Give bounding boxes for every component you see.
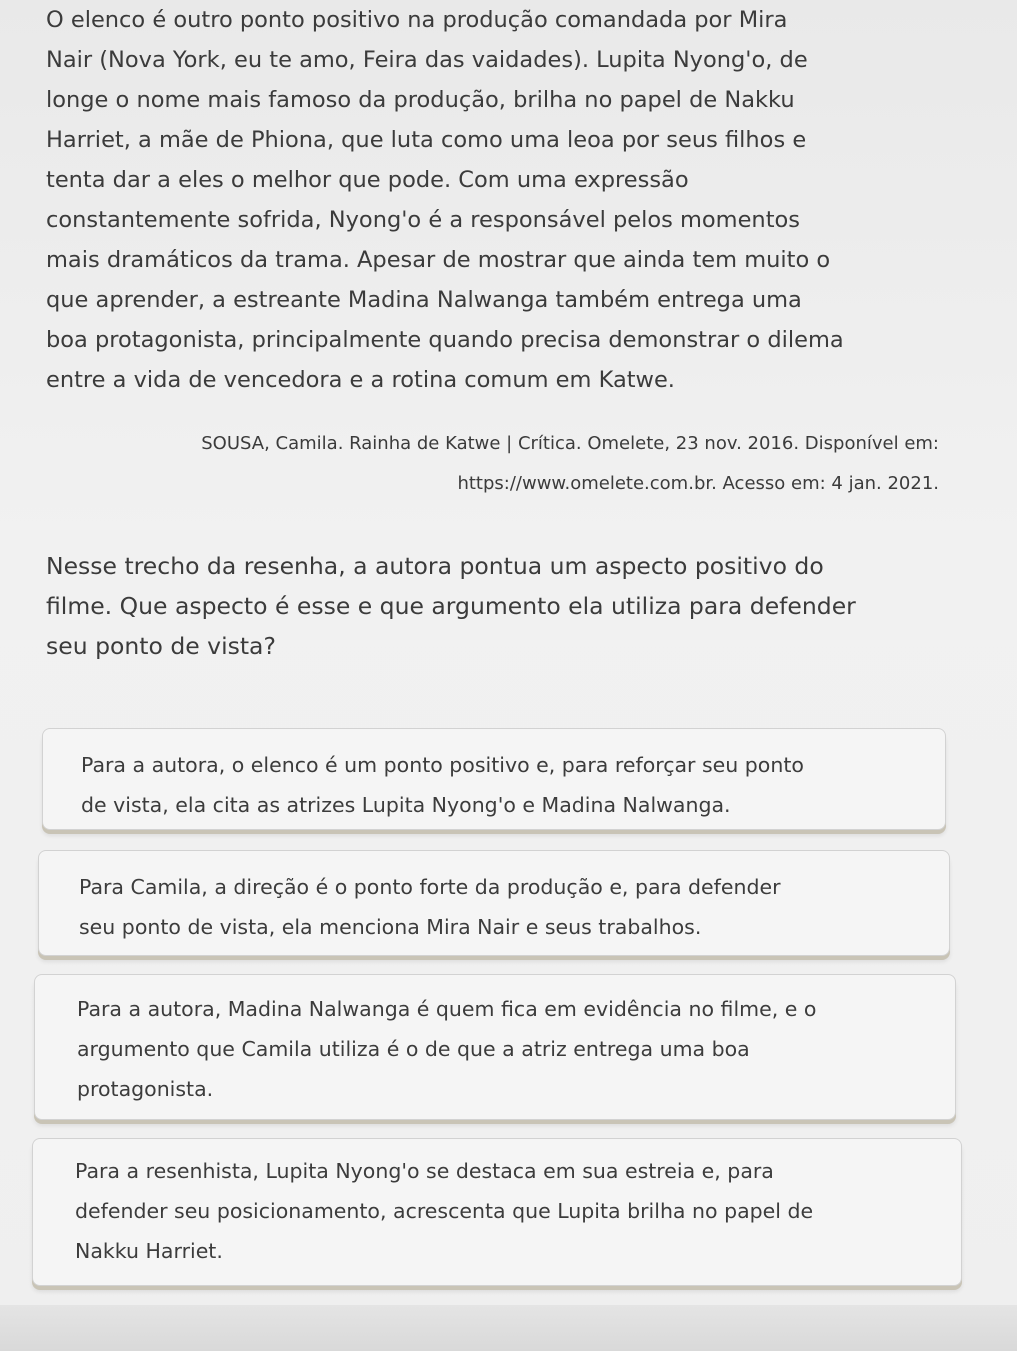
source-citation <box>59 424 939 504</box>
review-line: entre a vida de vencedora e a rotina comum em Katwe. <box>46 367 675 393</box>
review-line: constantemente sofrida, Nyong'o é a responsável pelos momentos <box>46 207 801 233</box>
option-text: Para Camila, a direção é o ponto forte da produção e, para defender <box>79 875 781 899</box>
option-text: Para a autora, Madina Nalwanga é quem fica em evidência no filme, e o <box>77 997 817 1021</box>
review-line: que aprender, a estreante Madina Nalwanga também entrega uma <box>46 287 802 313</box>
bottom-edge <box>0 1305 1017 1351</box>
option-text: Para a resenhista, Lupita Nyong'o se destaca em sua estreia e, para <box>75 1159 774 1183</box>
question-line: seu ponto de vista? <box>46 632 276 660</box>
review-line: boa protagonista, principalmente quando precisa demonstrar o dilema <box>46 327 844 353</box>
option-text: protagonista. <box>77 1077 214 1101</box>
answer-option-4[interactable] <box>32 1138 962 1286</box>
question-prompt <box>46 546 946 666</box>
review-line: longe o nome mais famoso da produção, brilha no papel de Nakku <box>46 87 795 113</box>
citation-line-1: SOUSA, Camila. Rainha de Katwe | Crítica. Omelete, 23 nov. 2016. Disponível em: <box>201 433 939 454</box>
option-text: Nakku Harriet. <box>75 1239 223 1263</box>
option-text: de vista, ela cita as atrizes Lupita Nyong'o e Madina Nalwanga. <box>81 793 731 817</box>
review-line: tenta dar a eles o melhor que pode. Com uma expressão <box>46 167 689 193</box>
review-line: Nair (Nova York, eu te amo, Feira das vaidades). Lupita Nyong'o, de <box>46 47 808 73</box>
review-excerpt <box>46 0 951 400</box>
review-line: O elenco é outro ponto positivo na produção comandada por Mira <box>46 7 788 33</box>
option-text: argumento que Camila utiliza é o de que a atriz entrega uma boa <box>77 1037 750 1061</box>
review-line: mais dramáticos da trama. Apesar de mostrar que ainda tem muito o <box>46 247 831 273</box>
review-line: Harriet, a mãe de Phiona, que luta como uma leoa por seus filhos e <box>46 127 807 153</box>
answer-option-3[interactable] <box>34 974 956 1120</box>
option-text: seu ponto de vista, ela menciona Mira Nair e seus trabalhos. <box>79 915 702 939</box>
answer-option-2[interactable] <box>38 850 950 956</box>
question-line: filme. Que aspecto é esse e que argumento ela utiliza para defender <box>46 592 856 620</box>
question-line: Nesse trecho da resenha, a autora pontua um aspecto positivo do <box>46 552 824 580</box>
citation-line-2: https://www.omelete.com.br. Acesso em: 4 jan. 2021. <box>457 473 939 494</box>
option-text: defender seu posicionamento, acrescenta que Lupita brilha no papel de <box>75 1199 814 1223</box>
answer-option-1[interactable] <box>42 728 946 830</box>
option-text: Para a autora, o elenco é um ponto positivo e, para reforçar seu ponto <box>81 753 804 777</box>
